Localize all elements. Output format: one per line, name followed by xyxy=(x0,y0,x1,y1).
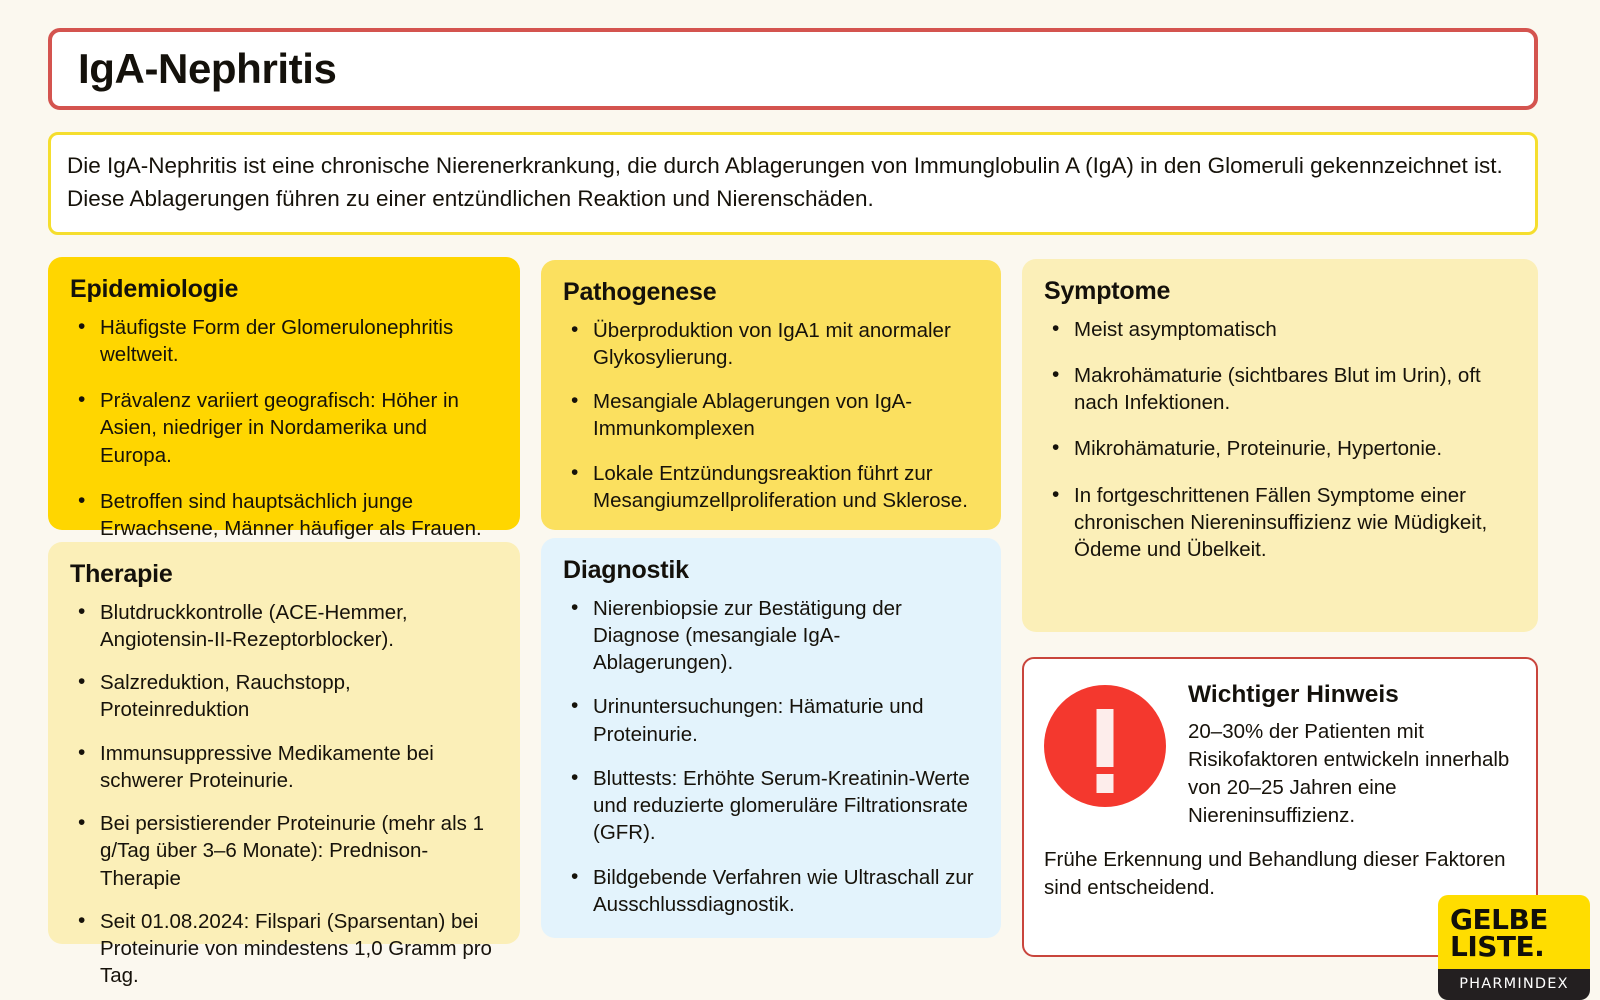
card-epidemiologie-list xyxy=(70,314,498,543)
list-item: • Betroffen sind hauptsächlich junge Erwachsene, Männer häufiger als Frauen. xyxy=(76,488,498,543)
intro-box xyxy=(48,132,1538,235)
list-item: • Mikrohämaturie, Proteinurie, Hypertonie. xyxy=(1050,435,1516,462)
card-symptome-list xyxy=(1044,316,1516,564)
exclamation-dot xyxy=(1097,774,1114,793)
list-item: • Nierenbiopsie zur Bestätigung der Diagnose (mesangiale IgA-Ablagerungen). xyxy=(569,595,979,677)
list-item: • Urinuntersuchungen: Hämaturie und Proteinurie. xyxy=(569,693,979,748)
logo-tagline: PHARMINDEX xyxy=(1438,969,1590,1000)
list-item: • Immunsuppressive Medikamente bei schwerer Proteinurie. xyxy=(76,740,498,795)
list-item: • Überproduktion von IgA1 mit anormaler Glykosylierung. xyxy=(569,317,979,372)
card-diagnostik-heading: Diagnostik xyxy=(563,555,689,584)
logo-line-2: LISTE. xyxy=(1450,930,1545,964)
column-middle xyxy=(541,257,1001,957)
card-therapie-list xyxy=(70,599,498,990)
card-pathogenese xyxy=(541,260,1001,530)
warning-text-block xyxy=(1188,681,1512,830)
exclamation-circle-icon xyxy=(1044,685,1166,807)
card-therapie xyxy=(48,542,520,988)
logo-line-1: GELBE xyxy=(1450,903,1548,937)
warning-top xyxy=(1044,681,1512,830)
list-item: • Meist asymptomatisch xyxy=(1050,316,1516,343)
warning-heading: Wichtiger Hinweis xyxy=(1188,680,1399,708)
card-pathogenese-list xyxy=(563,317,979,515)
list-item: • Bluttests: Erhöhte Serum-Kreatinin-Werte und reduzierte glomeruläre Filtrationsrate (GFR). xyxy=(569,765,979,847)
list-item: • In fortgeschrittenen Fällen Symptome einer chronischen Niereninsuffizienz wie Müdigkeit, Ödeme und Übelkeit. xyxy=(1050,482,1516,564)
card-diagnostik-list xyxy=(563,595,979,919)
column-right xyxy=(1022,257,1538,957)
card-symptome-heading: Symptome xyxy=(1044,276,1171,305)
list-item: • Blutdruckkontrolle (ACE-Hemmer, Angiotensin-II-Rezeptorblocker). xyxy=(76,599,498,654)
list-item: • Prävalenz variiert geografisch: Höher in Asien, niedriger in Nordamerika und Europa. xyxy=(76,387,498,469)
list-item: • Lokale Entzündungsreaktion führt zur Mesangiumzellproliferation und Sklerose. xyxy=(569,460,979,515)
list-item: • Bei persistierender Proteinurie (mehr als 1 g/Tag über 3–6 Monate): Prednison-Therapie xyxy=(76,810,498,892)
logo-wordmark xyxy=(1438,895,1590,969)
intro-text: Die IgA-Nephritis ist eine chronische Nierenerkrankung, die durch Ablagerungen von Immunglobulin A (IgA) in den Glomeruli gekennzeichnet ist. Diese Ablagerungen führen zu einer entzündlichen Reaktion und Nierenschäden. xyxy=(67,153,1503,212)
gelbe-liste-logo xyxy=(1438,895,1590,1000)
list-item: • Seit 01.08.2024: Filspari (Sparsentan) bei Proteinurie von mindestens 1,0 Gramm pro Tag. xyxy=(76,908,498,990)
exclamation-bar xyxy=(1097,709,1114,767)
list-item: • Häufigste Form der Glomerulonephritis weltweit. xyxy=(76,314,498,369)
warning-footer: Frühe Erkennung und Behandlung dieser Faktoren sind entscheidend. xyxy=(1044,847,1506,899)
card-therapie-heading: Therapie xyxy=(70,559,173,588)
card-epidemiologie xyxy=(48,257,520,541)
warning-body: 20–30% der Patienten mit Risikofaktoren entwickeln innerhalb von 20–25 Jahren eine Niereninsuffizienz. xyxy=(1188,719,1510,827)
list-item: • Mesangiale Ablagerungen von IgA-Immunkomplexen xyxy=(569,388,979,443)
list-item: • Makrohämaturie (sichtbares Blut im Urin), oft nach Infektionen. xyxy=(1050,362,1516,417)
card-diagnostik xyxy=(541,538,1001,938)
list-item: • Bildgebende Verfahren wie Ultraschall zur Ausschlussdiagnostik. xyxy=(569,864,979,919)
page-title: IgA-Nephritis xyxy=(78,45,337,92)
card-epidemiologie-heading: Epidemiologie xyxy=(70,274,239,303)
column-left xyxy=(48,257,520,988)
list-item: • Salzreduktion, Rauchstopp, Proteinreduktion xyxy=(76,669,498,724)
title-box xyxy=(48,28,1538,110)
card-symptome xyxy=(1022,259,1538,632)
card-pathogenese-heading: Pathogenese xyxy=(563,277,717,306)
